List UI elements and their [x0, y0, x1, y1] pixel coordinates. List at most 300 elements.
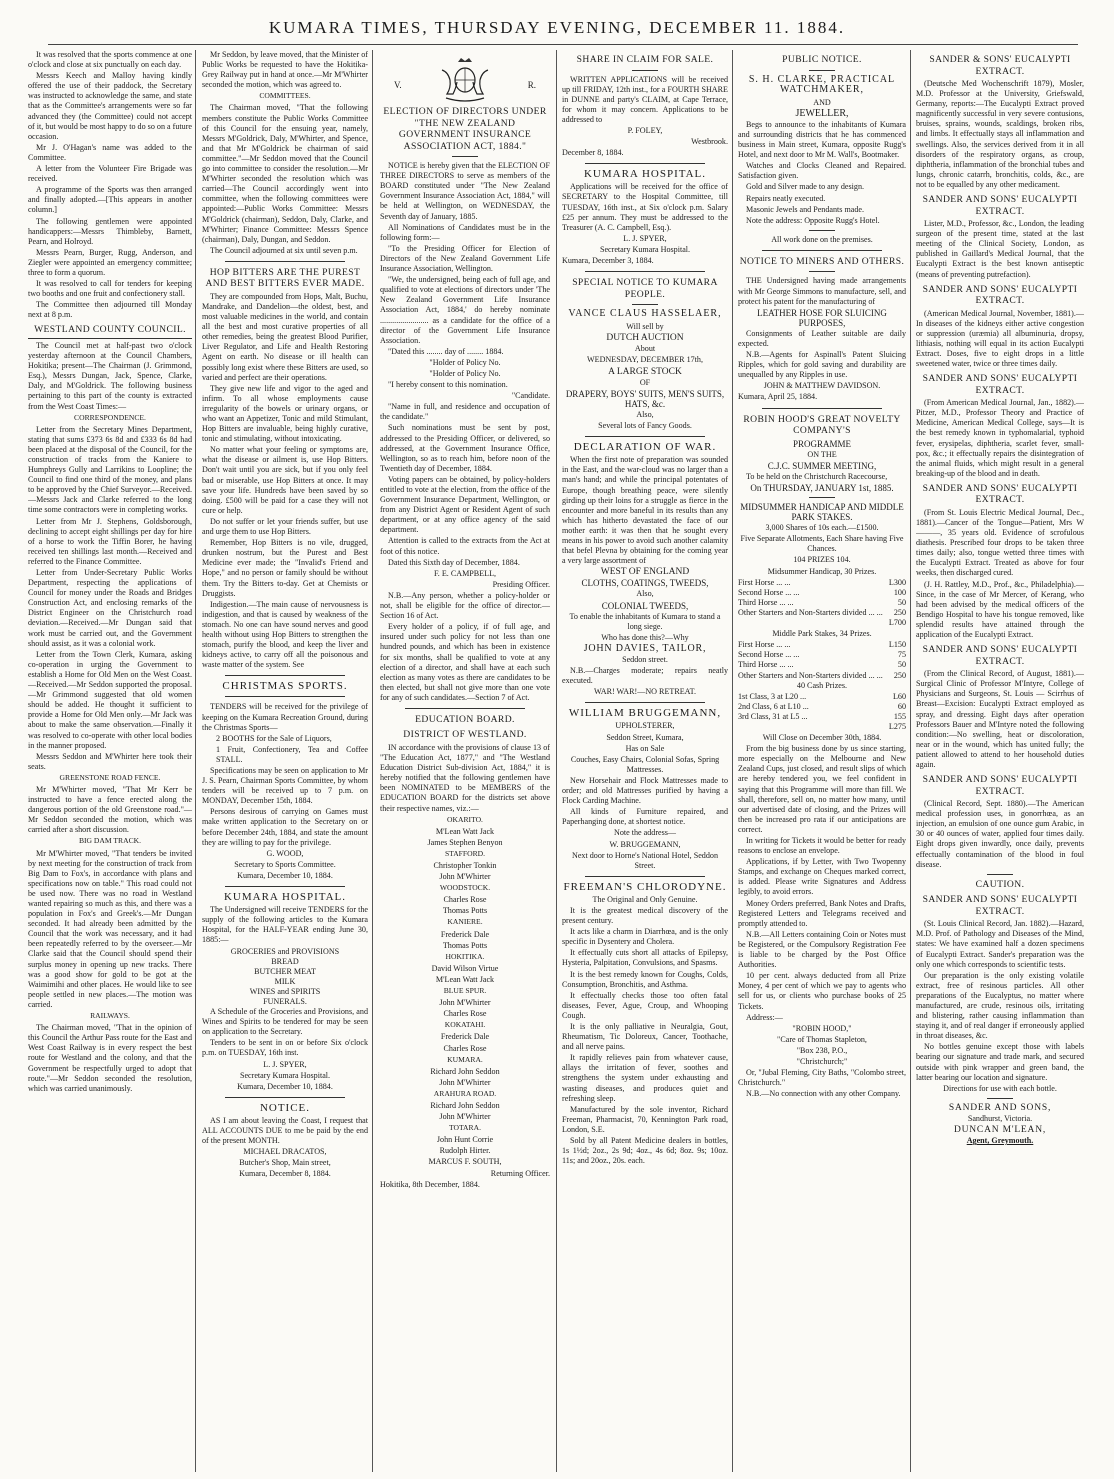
paragraph: N.B.—All Letters containing Coin or Notes must be Registered, or the Compulsory Registration Fee is liable to be charged by the Post Office Authorities.	[738, 929, 906, 970]
paragraph: It effectually cuts short all attacks of Epilepsy, Hysteria, Palpitation, Convulsions, and Spasms.	[562, 948, 728, 968]
column-divider	[556, 50, 557, 1472]
masthead-rule	[48, 44, 1078, 45]
paragraph: Mr M'Whirter moved, "That tenders be invited by next meeting for the construction of track from Big Dam to Fox's, in accordance with plans and specifications now on table." This road could not be used now. There was no road in Westland wanted repairing so much as this, and there was a population in Fox's and Greek's.—Mr Dungan seconded. It had already been admitted by the Council that the work was necessary, and it had been repeatedly referred to by the overseer.—Mr Clarke said that the Council should spend their surplus money in opening up new tracks. There was a good show for gold to be got at the Waimimihi and other places. He would like to see people settled in new places.—The motion was carried.	[28, 848, 192, 1009]
paragraph: A letter from the Volunteer Fire Brigade was received.	[28, 164, 192, 184]
paragraph: Messrs Pearn, Burger, Rugg, Anderson, and Ziegler were appointed an emergency committee; three to form a quorum.	[28, 247, 192, 277]
crest-initial: R.	[527, 80, 536, 90]
nominee: John M'Whirter	[439, 1112, 491, 1122]
ad-line: Seddon street.	[622, 655, 668, 664]
ad-line: Also,	[636, 589, 654, 599]
prize-value: L150	[888, 640, 906, 650]
separator	[585, 436, 705, 437]
paragraph: IN accordance with the provisions of clause 13 of "The Education Act, 1877," and "The Westland Education District Sub-division Act, 1884," it is hereby notified that the following gentlemen have been NOMINATED to be MEMBERS of the EDUCATION BOARD for the districts set above their respective names, viz.:—	[380, 742, 550, 813]
ad-line: ON THE	[807, 449, 837, 459]
prize-value: 50	[897, 660, 906, 670]
column-5	[738, 50, 906, 1470]
district-name: ARAHURA ROAD.	[433, 1088, 497, 1098]
paragraph: Masonic Jewels and Pendants made.	[746, 204, 865, 214]
paragraph: AS I am about leaving the Coast, I request that ALL ACCOUNTS DUE to me be paid by the end of the present MONTH.	[202, 1115, 368, 1146]
nominee: M'Lean Watt Jack	[435, 974, 495, 984]
paragraph: Letter from the Secretary Mines Department, stating that sums £373 6s 8d and £333 6s 8d had been placed at the disposal of the Council, for the construction of tracks from the Kaniere to Humphreys Gully and Larrikins to Loopline; the Council to find one third of the money, and plans to be approved by the Chief Surveyor.—Received.—Messrs Jack and Clarke referred to the long time some contractors were in completing works.	[28, 424, 192, 515]
ad-line: JOHN DAVIES, TAILOR,	[583, 642, 707, 654]
prize-heading: Middle Park Stakes, 34 Prizes.	[772, 629, 872, 639]
prize-label: Second Horse ... ...	[738, 587, 800, 597]
column-4	[562, 50, 728, 1470]
list-item: BUTCHER MEAT	[254, 966, 316, 976]
ad-heading: SANDER AND SONS' EUCALYPTI EXTRACT.	[922, 894, 1078, 917]
prize-value: 155	[893, 711, 906, 721]
ad-line: WAR! WAR!—NO RETREAT.	[594, 687, 696, 697]
paragraph: Mr J. O'Hagan's name was added to the Committee.	[28, 142, 192, 162]
signature: MARCUS F. SOUTH,	[428, 1157, 502, 1167]
list-item: MILK	[274, 976, 296, 986]
paragraph: Consignments of Leather suitable are daily expected.	[738, 328, 906, 348]
separator	[405, 708, 525, 709]
paragraph: When the first note of preparation was sounded in the East, and the war-cloud was no larger than a man's hand; and while the principal potentates of Europe, though breathing peace, were silently girding up their loins for a struggle as fierce in the encounter and more baneful in its results than any which has hitherto devastated the face of our mother earth: it was then that he sought every means in his power to avoid such another calamity that befel Plevna by obtaining for the coming year a very large assortment of	[562, 455, 728, 566]
column-divider	[372, 50, 373, 1472]
nominee: David Wilson Virtue	[431, 963, 499, 973]
form-line: "Holder of Policy No.	[429, 357, 501, 367]
paragraph: A Schedule of the Groceries and Provisions, and Wines and Spirits to be tendered for may be seen on application to the Secretary.	[202, 1007, 368, 1037]
separator	[809, 70, 835, 71]
signature: L. J. SPYER,	[263, 1059, 307, 1069]
signature-title: Sandhurst, Victoria.	[967, 1113, 1033, 1123]
ad-heading: KUMARA HOSPITAL.	[223, 891, 347, 904]
prize-value: 50	[897, 597, 906, 607]
goods-list	[202, 947, 368, 1008]
paragraph: (From the Clinical Record, of August, 1881).—Surgical Clinic of Professor M'Intyre, College of Physicians and Surgeons, St. Louis — Scirrhus of Breast—Excision: Eucalypti Extract employed as spray, and dressing. Eight days after operation Professors Bauer and M'Intyre noted the following condition:—No swelling, heat or discoloration, near or in the wound, which has united fully; the patient allowed to attend to her household duties again.	[916, 669, 1084, 769]
signature-title: Butcher's Shop, Main street,	[239, 1158, 331, 1168]
paragraph: The Undersigned will receive TENDERS for the supply of the following articles to the Kumara Hospital, for the HALF-YEAR ending June 30, 1885:—	[202, 905, 368, 945]
prize-label: Third Horse ... ...	[738, 597, 794, 607]
dateline: Hokitika, 8th December, 1884.	[380, 1179, 480, 1189]
paragraph: (J. H. Rattley, M.D., Prof., &c., Philadelphia).—Since, in the case of Mr Mercer, of Kerang, who had been advised by the medical officers of the Bendigo Hospital to have his tongue removed, like splendid results have attained through the application of the Eucalypti Extract.	[916, 579, 1084, 640]
separator	[585, 876, 705, 877]
paragraph: Every holder of a policy, if of full age, and insured under such policy for not less than one hundred pounds, and which has been in existence for six months, shall be qualified to vote at any election of a director, and shall have at each such election as many votes as there are candidates to be then elected, but shall not give more than one vote for any of such candidates.—Section 7 of Act.	[380, 622, 550, 702]
auction-seller: VANCE CLAUS HASSELAER,	[568, 308, 722, 320]
nominee: John M'Whirter	[439, 998, 491, 1008]
prize-value: L300	[888, 577, 906, 587]
paragraph: Indigestion.—The main cause of nervousness is indigestion, and that is caused by weakness of the stomach. No one can have sound nerves and good health without using Hop Bitters to strengthen the stomach, purify the blood, and keep the liver and kidneys active, to carry off all the poisonous and waste matter of the system. See	[202, 599, 368, 670]
paragraph: Begs to announce to the inhabitants of Kumara and surrounding districts that he has commenced business in Main street, Kumara, opposite Rugg's Hotel, and next door to Mr M. Wall's, Bootmaker.	[738, 119, 906, 160]
paragraph: NOTICE is hereby given that the ELECTION OF THREE DIRECTORS to serve as members of the BOARD constituted under "The New Zealand Government Insurance Association Act, 1884," will be held at Wellington, on WEDNESDAY, the Seventh day of January, 1885.	[380, 161, 550, 221]
paragraph: Lister, M.D., Professor, &c., London, the leading surgeon of the present time, stated at the last meeting of the Clinical Society, London, as published in Gaillard's Medical Journal, that the Eucalypti Extract is the best known antiseptic (means of preventing putrefaction).	[916, 219, 1084, 279]
dateline: Kumara, December 8, 1884.	[239, 1169, 331, 1179]
ad-line: Seddon Street, Kumara,	[606, 732, 684, 742]
nominee: John M'Whirter	[439, 1077, 491, 1087]
paragraph: No bottles genuine except those with labels bearing our signature and trade mark, and secured outside with pink wrapper and green band, the latter bearing our location and signature.	[916, 1042, 1084, 1082]
ad-line: Five Separate Allotments, Each Share having Five Chances.	[740, 534, 904, 554]
ad-heading: CAUTION.	[975, 878, 1025, 890]
ad-heading: WILLIAM BRUGGEMANN,	[568, 707, 722, 720]
paragraph: The Council met at half-past two o'clock yesterday afternoon at the Council Chambers, Hokitika; present—The Chairman (J. Grimmond, Esq.), Messrs Dungan, Jack, Spence, Clarke, Daly, and M'Goldrick. The following business pertaining to this part of the county is extracted from the West Coast Times:—	[28, 340, 192, 411]
signature: P. FOLEY,	[627, 125, 663, 135]
paragraph: It is the greatest medical discovery of the present century.	[562, 905, 728, 926]
separator	[225, 261, 345, 262]
ad-line: W. BRUGGEMANN,	[609, 839, 681, 849]
ad-line: The Original and Only Genuine.	[592, 894, 698, 904]
signature: F. E. CAMPBELL,	[433, 568, 497, 578]
ad-line: Directions for use with each bottle.	[943, 1083, 1057, 1093]
address-line: "ROBIN HOOD,"	[792, 1023, 852, 1033]
paragraph: To be held on the Christchurch Racecourse,	[746, 471, 888, 481]
list-item: FUNERALS.	[263, 996, 307, 1006]
signature: MICHAEL DRACATOS,	[243, 1147, 327, 1157]
paragraph: New Horsehair and Flock Mattresses made to order; and old Mattresses purified by having a Flock Carding Machine.	[562, 775, 728, 806]
paragraph: Tenders to be sent in on or before Six o'clock p.m. on TUESDAY, 16th inst.	[202, 1038, 368, 1058]
separator	[987, 874, 1013, 875]
ad-line: WEDNESDAY, DECEMBER 17th,	[586, 355, 704, 365]
prize-row	[738, 598, 906, 608]
paragraph: Sold by all Patent Medicine dealers in bottles, 1s 1½d; 2oz., 2s 9d; 4oz., 4s 6d; 8oz. 9s; 10oz. 11s; and 20oz., 20s. each.	[562, 1136, 728, 1166]
signature: DUNCAN M'LEAN,	[953, 1125, 1047, 1135]
paragraph: Letter from Under-Secretary Public Works Department, respecting the applications of Council for money under the Roads and Bridges Construction Act, and enclosing remarks of the District Engineer on the Christchurch road deviation.—Received.—Mr Dungan said that work must be carried out, and the Government should assist, as it was a colonial work.	[28, 568, 192, 648]
prize-value: 100	[893, 587, 906, 597]
dateline: Kumara, December 10, 1884.	[237, 870, 333, 880]
ad-heading: S. H. CLARKE, PRACTICAL WATCHMAKER,	[748, 73, 896, 95]
prize-label: Other Starters and Non-Starters divided ... ...	[738, 607, 883, 617]
ad-line: Will sell by	[626, 322, 664, 332]
prize-row	[738, 671, 906, 681]
prize-label: 1st Class, 3 at L20 ...	[738, 691, 807, 701]
column-1	[28, 50, 192, 1470]
column-divider	[732, 50, 733, 1472]
ad-line: Also,	[636, 409, 654, 419]
prize-label: 2nd Class, 6 at L10 ...	[738, 701, 809, 711]
paragraph: It rapidly relieves pain from whatever cause, allays the irritation of fever, soothes and strengthens the system under exhausting and wasting diseases, and produces quiet and refreshing sleep.	[562, 1053, 728, 1103]
paragraph: (St. Louis Clinical Record, Jan. 1882).—Hazard, M.D. Prof. of Pathology and Diseases of the Mind, states: We have examined half a dozen specimens of Eucalypti Extract. Sander's preparation was the only one which corresponds to scientific tests.	[916, 919, 1084, 969]
prize-value: 60	[897, 701, 906, 711]
list-item: GROCERIES and PROVISIONS	[230, 946, 340, 956]
ad-heading: SANDER AND SONS' EUCALYPTI EXTRACT.	[922, 373, 1078, 396]
nominee: M'Lean Watt Jack	[435, 826, 495, 836]
address-line: "Care of Thomas Stapleton,	[777, 1034, 867, 1044]
nominee: Charles Rose	[443, 895, 487, 905]
ad-line: Has on Sale	[625, 743, 665, 753]
ad-line: UPHOLSTERER,	[615, 721, 675, 731]
ad-heading: HOP BITTERS ARE THE PUREST AND BEST BITTERS EVER MADE.	[205, 266, 365, 290]
district-name: KUMARA.	[447, 1054, 483, 1064]
prize-total: L700	[888, 618, 906, 628]
prize-row	[738, 588, 906, 598]
prize-value: 250	[893, 607, 906, 617]
column-2	[202, 50, 368, 1470]
paragraph: Address:—	[746, 1012, 783, 1022]
prize-heading: 40 Cash Prizes.	[796, 680, 848, 690]
ad-heading: NOTICE.	[259, 1101, 311, 1114]
ad-line: JEWELLER,	[795, 107, 849, 119]
paragraph: N.B.—Any person, whether a policy-holder or not, shall be eligible for the office of director.—Section 16 of Act.	[380, 590, 550, 621]
paragraph: "We, the undersigned, being each of full age, and qualified to vote at elections of directors under 'The New Zealand Government Life Insurance Association Act, 1884,' do hereby nominate ........................ as a candidate for the office of a director of the Government Life Insurance Association.	[380, 275, 550, 345]
district-name: WOODSTOCK.	[439, 883, 491, 893]
prize-row	[738, 702, 906, 712]
paragraph: Mr M'Whirter moved, "That Mr Kerr be instructed to have a fence erected along the dangerous portion of the old Greenstone road."—Mr Seddon seconded the motion, which was carried after a short discussion.	[28, 784, 192, 835]
paragraph: Remember, Hop Bitters is no vile, drugged, drunken nostrum, but the Purest and Best Medicine ever made; the "Invalid's Friend and Hope," and no person or family should be without them. Try the Bitters to-day. Get at Chemists or Druggists.	[202, 538, 368, 598]
paragraph: Gold and Silver made to any design.	[746, 182, 865, 192]
nominee: John M'Whirter	[439, 872, 491, 882]
paragraph: 10 per cent. always deducted from all Prize Money, 4 per cent of which we pay to agents who sell for us, or clients who purchase books of 25 Tickets.	[738, 971, 906, 1011]
paragraph: Note the address: Opposite Rugg's Hotel.	[746, 215, 880, 225]
separator	[585, 163, 705, 164]
paragraph: WRITTEN APPLICATIONS will be received up till FRIDAY, 12th inst., for a FOURTH SHARE in DUNNE and party's CLAIM, at Cape Terrace, for whom it may concern. Applications to be addressed to	[562, 74, 728, 124]
separator	[225, 675, 345, 676]
ad-line: Couches, Easy Chairs, Colonial Sofas, Spring Mattresses.	[570, 754, 720, 774]
prize-row	[738, 692, 906, 702]
address-line: "Box 238, P.O.,	[796, 1045, 848, 1055]
paragraph: It effectually checks those too often fatal diseases, Fever, Ague, Croup, and Whooping Cough.	[562, 990, 728, 1020]
separator	[585, 702, 705, 703]
paragraph: (From American Medical Journal, Jan., 1882).—Pitzer, M.D., Professor Theory and Practice of Medicine, American Medical College, says—It is the best remedy known in typhomalarial, typhoid fever, erysipelas, diphtheria, scarlet fever, small-pox, &c.; it effectually repairs the disintegration of the animal fluids, which might result in a general breaking-up of the blood and in death.	[916, 398, 1084, 478]
paragraph: Money Orders preferred, Bank Notes and Drafts, Registered Letters and Telegrams received and promptly attended to.	[738, 898, 906, 928]
paragraph: Dated this Sixth day of December, 1884.	[388, 557, 520, 567]
crest-initial: V.	[394, 80, 402, 90]
ad-heading: SANDER AND SONS' EUCALYPTI EXTRACT.	[922, 194, 1078, 217]
column-3	[380, 50, 550, 1470]
ad-heading: SANDER AND SONS' EUCALYPTI EXTRACT.	[922, 482, 1078, 506]
prize-label: First Horse ... ...	[738, 640, 791, 650]
prize-row	[738, 640, 906, 650]
nominee: Rudolph Hirter.	[439, 1146, 491, 1156]
paragraph: A programme of the Sports was then arranged and finally adopted.—[This appears in another column.]	[28, 185, 192, 215]
paragraph: It is the best remedy known for Coughs, Colds, Consumption, Bronchitis, and Asthma.	[562, 969, 728, 989]
prize-row	[738, 650, 906, 660]
ad-line: 3,000 Shares of 10s each.—£1500.	[765, 523, 879, 533]
district-name: HOKITIKA.	[445, 951, 485, 961]
subheading: COMMITTEES.	[259, 91, 311, 101]
nominee: Richard John Seddon	[430, 1066, 500, 1076]
paragraph: "I hereby consent to this nomination.	[388, 380, 508, 390]
ad-line: 104 PRIZES 104.	[793, 555, 851, 565]
paragraph: "To the Presiding Officer for Election of Directors of the New Zealand Government Life Insurance Association, Wellington.	[380, 243, 550, 274]
prize-value: 250	[893, 670, 906, 680]
prize-label: Third Horse ... ...	[738, 660, 794, 670]
signature-title: Returning Officer.	[490, 1168, 550, 1178]
paragraph: (Clinical Record, Sept. 1880).—The American medical profession uses, in gonorrhœa, as an injection, an emulsion of one ounce gum Arabic, in 30 or 40 ounces of water, applied four times daily. Eight drops given inwardly, once daily, prevents effectually contamination of the blood in foul disease.	[916, 799, 1084, 869]
prize-label: Second Horse ... ...	[738, 650, 800, 660]
ad-line: Will Close on December 30th, 1884.	[762, 733, 882, 743]
nominee: Thomas Potts	[442, 906, 488, 916]
signature: JOHN & MATTHEW DAVIDSON.	[763, 381, 881, 391]
ad-heading: SPECIAL NOTICE TO KUMARA PEOPLE.	[572, 277, 718, 300]
form-line: "Holder of Policy No.	[429, 368, 501, 378]
ad-heading: CHRISTMAS SPORTS.	[222, 680, 348, 693]
prize-label: 3rd Class, 31 at L5 ...	[738, 711, 808, 721]
signature: G. WOOD,	[266, 848, 304, 858]
signature-title: Secretary to Sports Committee.	[234, 859, 336, 869]
separator	[225, 1097, 345, 1098]
paragraph: Watches and Clocks Cleaned and Repaired. Satisfaction given.	[738, 161, 906, 181]
paragraph: "Dated this ........ day of ........ 1884.	[388, 346, 504, 356]
paragraph: It was resolved that the sports commence at one o'clock and close at six punctually on each day.	[28, 50, 192, 70]
paragraph: In writing for Tickets it would be better for ready reasons to enclose an envelope.	[738, 836, 906, 856]
address-line: "Christchurch;"	[796, 1056, 848, 1066]
list-item: WINES and SPIRITS	[249, 986, 321, 996]
notice-heading: DISTRICT OF WESTLAND.	[403, 729, 527, 741]
ad-line: COLONIAL TWEEDS,	[601, 600, 689, 611]
prize-row	[738, 712, 906, 722]
ad-line: Note the address—	[613, 828, 677, 838]
paragraph: Our preparation is the only existing volatile extract, free of resinous particles. All other preparations of the Eucalyptus, no matter where manufactured, are crude, resinous oils, irritating and blistering, rather causing inflammation than staying it, and of real danger if erroneously applied in throat diseases, &c.	[916, 970, 1084, 1041]
column-divider	[910, 50, 911, 1472]
paragraph: No matter what your feeling or symptoms are, what the disease or ailment is, use Hop Bitters. Don't wait until you are sick, but if you only feel bad or miserable, use Hop Bitters at once. It may save your life. Hundreds have been saved by so doing. £500 will be paid for a case they will not cure or help.	[202, 445, 368, 515]
ad-line: About	[634, 344, 656, 354]
dateline: December 8, 1884.	[562, 148, 624, 158]
paragraph: All kinds of Furniture repaired, and Paperhanging done, at shortest notice.	[562, 807, 728, 827]
nominee: Thomas Potts	[442, 940, 488, 950]
ad-heading: SHARE IN CLAIM FOR SALE.	[576, 54, 714, 65]
article-heading: WESTLAND COUNTY COUNCIL.	[28, 324, 192, 339]
paragraph: (From St. Louis Electric Medical Journal, Dec., 1881).—Cancer of the Tongue—Patient, Mrs W———, 35 years old. Evidence of scrofulous diathesis. Prescribed four drops to be taken three times daily; also, tongue wetted three times with the Eucalypti Extract. Treated as above for four weeks, then discharged cured.	[916, 507, 1084, 578]
separator	[225, 886, 345, 887]
nominee: Frederick Dale	[440, 1032, 490, 1042]
separator	[632, 304, 658, 305]
ad-heading: SANDER AND SONS' EUCALYPTI EXTRACT.	[922, 774, 1078, 797]
district-name: TOTARA.	[449, 1123, 481, 1133]
form-line: "Candidate.	[511, 391, 550, 401]
ad-line: AND	[813, 97, 831, 107]
paragraph: The Chairman moved, "That the following members constitute the Public Works Committee of this Council for the ensuing year, namely, Messrs M'Goldrick, Daly, M'Whirter, and Spence, and that Mr M'Goldrick be chairman of said committee."—Mr Seddon moved that the Council go into committee to consider the resolution.—Mr M'Whirter seconded the resolution which was carried—The Council accordingly went into committee, when the following committees were appointed:—Public Works Committee: Messrs M'Goldrick (chairman), Seddon, Daly, Clarke, and M'Whirter; Finance Committee: Messrs Spence (chairman), Daly, Dungan, and Seddon.	[202, 103, 368, 244]
paragraph: Letter from Mr J. Stephens, Goldsborough, declining to accept eight shillings per day for hire of a horse to work the Tiffin Borer, he having received ten shillings last month.—Received and referred to the Finance Committee.	[28, 516, 192, 566]
ad-line: A LARGE STOCK	[608, 366, 682, 377]
paragraph: Messrs Keech and Malloy having kindly offered the use of their paddock, the Secretary was instructed to acknowledge the same, and state that as the Committee's arrangements were so far advanced they (the Committee) could not accept of it, but would be most happy to do so on a future occasion.	[28, 71, 192, 141]
ad-line: Who has done this?—Why	[601, 632, 689, 642]
paragraph: TENDERS will be received for the privilege of keeping on the Kumara Recreation Ground, during the Christmas Sports—	[202, 702, 368, 732]
ad-line: CLOTHS, COATINGS, TWEEDS,	[581, 578, 709, 589]
separator	[987, 1098, 1013, 1099]
subheading: CORRESPONDENCE.	[74, 412, 146, 422]
paragraph: Voting papers can be obtained, by policy-holders entitled to vote at the election, from the office of the Government Insurance Department, Wellington, or from any District Agent or Resident Agent of such department, or at any office agency of the said department.	[380, 474, 550, 535]
nominee: Charles Rose	[443, 1043, 487, 1053]
ad-heading: PUBLIC NOTICE.	[782, 54, 862, 65]
dateline: Kumara, April 25, 1884.	[738, 392, 818, 402]
signature-title: Presiding Officer.	[492, 579, 550, 589]
ad-line: DUTCH AUCTION	[606, 333, 684, 344]
ad-line: On THURSDAY, JANUARY 1st, 1885.	[750, 482, 894, 493]
separator	[762, 250, 882, 251]
paragraph: They are compounded from Hops, Malt, Buchu, Mandrake, and Dandelion—the oldest, best, and most valuable medicines in the world, and contain all the best and most curative properties of all other remedies, being the greatest Blood Purifier, Liver Regulator, and Life and Health Restoring Agent on earth. No disease or ill health can possibly long exist where these Bitters are used, so varied and perfect are their operations.	[202, 291, 368, 382]
dateline: Kumara, December 10, 1884.	[237, 1081, 333, 1091]
paragraph: The Council adjourned at six until seven p.m.	[210, 245, 358, 255]
ad-heading: ROBIN HOOD'S GREAT NOVELTY COMPANY'S	[743, 413, 901, 437]
paragraph: It acts like a charm in Diarrhœa, and is the only specific in Dysentery and Cholera.	[562, 927, 728, 947]
prize-label: First Horse ... ...	[738, 577, 791, 587]
paragraph: Messrs Seddon and M'Whirter here took their seats.	[28, 751, 192, 771]
separator	[809, 497, 835, 498]
ad-heading: FREEMAN'S CHLORODYNE.	[563, 880, 727, 893]
separator	[225, 696, 345, 697]
subheading: GREENSTONE ROAD FENCE.	[59, 772, 161, 782]
paragraph: From the big business done by us since starting, more especially on the Melbourne and New Zealand Cups, just closed, and result slips of which are hereby tendered you, we feel confident in saying that this Programme will more than fill. We shall, therefore, sell on, no matter how many, until our advertised date of closing, and the Prizes will then be increased pro rata if our anticipations are correct.	[738, 744, 906, 834]
paragraph: Such nominations must be sent by post, addressed to the Presiding Officer, or delivered, so addressed, at the Government Insurance Office, Wellington, so as to reach him, before noon of the Twentieth day of December, 1884.	[380, 423, 550, 473]
column-divider	[195, 50, 196, 1472]
subheading: RAILWAYS.	[90, 1011, 130, 1021]
tender-item: 2 BOOTHS for the Sale of Liquors,	[216, 733, 332, 743]
separator	[452, 156, 478, 157]
royal-crest-icon	[436, 56, 494, 102]
paragraph: (Deutsche Med Wochenschrift 1879), Mosler, M.D. Professor at the University, Griefswald, Germany, reports:—The Eucalypti Extract proved magnificently successful in very severe contusions, bruises, sprains, wounds, scaldings, broken ribs, and limbs. It effectually stays all inflammation and swellings. Also, the services derived from it in all disorders of the respiratory organs, as croup, diphtheria, inflammation of the bronchial tubes and lungs, chronic catarrh, bronchitis, colds, &c., are not to be equalled by any other medicament.	[916, 79, 1084, 189]
ad-line: LEATHER HOSE FOR SLUICING PURPOSES,	[757, 307, 887, 328]
paragraph: They give new life and vigor to the aged and infirm. To all whose employments cause irregularity of the bowels or urinary organs, or who want an Appetizer, Tonic and mild Stimulant, Hop Bitters are invaluable, being highly curative, tonic and stimulating, without intoxicating.	[202, 383, 368, 444]
masthead: KUMARA TIMES, THURSDAY EVENING, DECEMBER 11. 1884.	[268, 18, 846, 37]
column-6	[916, 50, 1084, 1470]
list-item: BREAD	[271, 956, 299, 966]
separator	[809, 230, 835, 231]
paragraph: The Committee then adjourned till Monday next at 8 p.m.	[28, 300, 192, 320]
nominee: James Stephen Benyon	[427, 837, 503, 847]
signature-title: Secretary Kumara Hospital.	[239, 1070, 331, 1080]
paragraph: Attention is called to the extracts from the Act at foot of this notice.	[380, 536, 550, 556]
district-name: BLUE SPUR.	[443, 986, 487, 996]
district-name: STAFFORD.	[444, 848, 486, 858]
paragraph: N.B.—No connection with any other Company.	[746, 1089, 901, 1099]
nominee-list	[380, 815, 550, 1157]
ad-line: MIDSUMMER HANDICAP AND MIDDLE PARK STAKES.	[740, 502, 904, 523]
paragraph: Applications, if by Letter, with Two Twopenny Stamps, and exchange on Cheques marked correct, is added. Please write Signatures and Address legibly, to avoid errors.	[738, 857, 906, 897]
nominee: Richard John Seddon	[430, 1100, 500, 1110]
ad-line: Next door to Horne's National Hotel, Seddon Street.	[572, 850, 718, 870]
paragraph: Do not suffer or let your friends suffer, but use and urge them to use Hop Bitters.	[202, 516, 368, 537]
ad-line: All work done on the premises.	[771, 234, 873, 244]
prize-value: L60	[892, 691, 906, 701]
paragraph: Mr Seddon, by leave moved, that the Minister of Public Works be requested to have the Hokitika-Grey Railway put in hand at once.—Mr M'Whirter seconded the motion, which was agreed to.	[202, 50, 368, 90]
tender-item: 1 Fruit, Confectionery, Tea and Coffee STALL.	[216, 744, 368, 764]
separator	[585, 271, 705, 272]
ad-heading: NOTICE TO MINERS AND OTHERS.	[739, 255, 905, 267]
prize-value: 75	[897, 650, 906, 660]
ad-line: C.J.C. SUMMER MEETING,	[767, 460, 877, 471]
prize-row	[738, 608, 906, 618]
prize-heading: Midsummer Handicap, 30 Prizes.	[767, 566, 877, 576]
ad-heading: SANDER AND SONS' EUCALYPTI EXTRACT.	[922, 644, 1078, 667]
dateline: Kumara, December 3, 1884.	[562, 256, 654, 265]
signature-title: Westbrook.	[691, 137, 728, 147]
paragraph: (American Medical Journal, November, 1881).—In diseases of the kidneys either active congestion or suppression (uræmia) all albuminuria, dropsy, lithiasis, nothing will equal in its action Eucalypti Extract. Doses, five to eight drops in a little sweetened water, twice or three times daily.	[916, 308, 1084, 369]
separator	[762, 408, 882, 409]
paragraph: All Nominations of Candidates must be in the following form:—	[380, 222, 550, 242]
paragraph: THE Undersigned having made arrangements with Mr George Simmons to manufacture, sell, and protect his patent for the manufacturing of	[738, 276, 906, 306]
notice-heading: ELECTION OF DIRECTORS UNDER "THE NEW ZEALAND GOVERNMENT INSURANCE ASSOCIATION ACT, 1884."	[383, 106, 547, 152]
signature: L. J. SPYER,	[623, 233, 667, 243]
separator	[632, 70, 658, 71]
signature-title: Secretary Kumara Hospital.	[599, 244, 691, 254]
paragraph: Or, "Jubal Fleming, City Baths, "Colombo street, Christchurch."	[738, 1068, 906, 1088]
paragraph: The Chairman moved, "That in the opinion of this Council the Arthur Pass route for the East and West Coast Railway is in every respect the best route for Westland and the colony, and that the Government be respectfully urged to adopt that route."—Mr Seddon seconded the resolution, which was carried unanimously.	[28, 1023, 192, 1093]
ad-heading: SANDER AND SONS' EUCALYPTI EXTRACT.	[922, 283, 1078, 307]
paragraph: It was resolved to call for tenders for keeping two booths and one fruit and confectionery stall.	[28, 279, 192, 299]
paragraph: Specifications may be seen on application to Mr J. S. Pearn, Chairman Sports Committee, by whom tenders will be received up to 7 p.m. on MONDAY, December 15th, 1884.	[202, 766, 368, 806]
prize-row	[738, 578, 906, 588]
paragraph: The following gentlemen were appointed handicappers:—Messrs Thimbleby, Barnett, Pearn, and Holroyd.	[28, 216, 192, 246]
nominee: Frederick Dale	[440, 929, 490, 939]
district-name: OKARITO.	[447, 814, 483, 824]
paragraph: Persons desirous of carrying on Games must make written application to the Secretary on or before December 24th, 1884, and state the amount they are willing to pay for the privilege.	[202, 807, 368, 847]
paragraph: N.B.—Charges moderate; repairs neatly executed.	[562, 666, 728, 686]
district-name: KANIERE.	[447, 917, 483, 927]
ad-line: Several lots of Fancy Goods.	[598, 421, 692, 431]
paragraph: Manufactured by the sole inventor, Richard Freeman, Pharmacist, 70, Kennington Park road, London, S.E.	[562, 1104, 728, 1134]
signature: SANDER AND SONS,	[948, 1102, 1052, 1113]
separator	[809, 271, 835, 272]
nominee: John Hunt Corrie	[436, 1135, 494, 1145]
ad-line: To enable the inhabitants of Kumara to stand a long siege.	[569, 611, 721, 631]
subheading: BIG DAM TRACK.	[78, 836, 142, 846]
paragraph: Letter from the Town Clerk, Kumara, asking co-operation in urging the Government to establish a Home for Old Men on the West Coast.—Received.—Mr Seddon supported the proposal.—Mr Grimmond suggested that old women should be added. He thought it sufficient to provide a Home for Old Men only.—Mr Jack was about to make the same observation.—Finally it was resolved to co-operate with other local bodies in the manner proposed.	[28, 649, 192, 750]
ad-heading: DECLARATION OF WAR.	[573, 441, 717, 454]
paragraph: It is the only palliative in Neuralgia, Gout, Rheumatism, Tic Doloreux, Cancer, Toothache, and all nerve pains.	[562, 1022, 728, 1052]
nominee: Christopher Tonkin	[433, 861, 497, 870]
nominee: Charles Rose	[443, 1009, 487, 1019]
paragraph: N.B.—Agents for Aspinall's Patent Sluicing Ripples, which for gold saving and durability are unequalled by any Ripples in use.	[738, 350, 906, 380]
